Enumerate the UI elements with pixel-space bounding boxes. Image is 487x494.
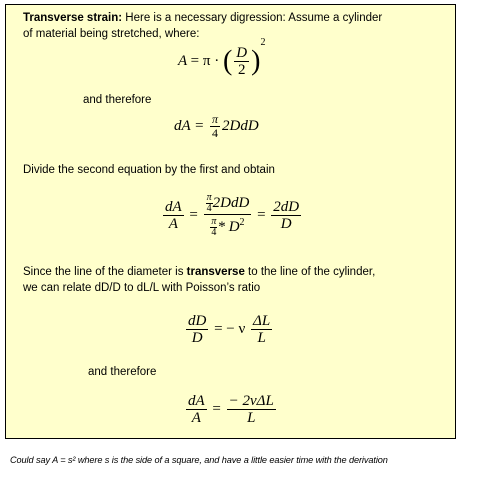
eq4-lhs-num: dD (188, 313, 207, 329)
eq4-lhs (186, 313, 208, 346)
eq3-lhs (163, 199, 184, 232)
and-therefore-1: and therefore (83, 94, 152, 106)
eq3-lhs-den: A (163, 215, 184, 232)
eq1-lhs: A (178, 52, 187, 69)
and-therefore-2: and therefore (88, 366, 157, 378)
derivation-panel (5, 4, 456, 439)
eq1-fraction (234, 45, 249, 78)
eq3-mid-num-coef-den: 4 (206, 203, 212, 214)
eq3-mid-den-exp: 2 (239, 217, 245, 228)
eq3-lhs-num: dA (165, 199, 182, 216)
area-equation: A = π · ( $\frac{D}{2}$ )$^2$ (178, 36, 266, 78)
eq5-rhs (227, 393, 276, 426)
intro-bold-label: Transverse strain: (23, 12, 123, 24)
eq2-rhs: 2DdD (222, 117, 259, 134)
eq3-rhs-num: 2dD (273, 199, 300, 216)
intro-line-1 (23, 11, 382, 25)
eq4-rhs-den: L (251, 329, 272, 346)
eq3-mid-num (204, 193, 252, 214)
eq3-mid-num-coef-num: π (206, 192, 212, 203)
eq3-rhs (271, 199, 301, 232)
since-post: to the line of the cylinder, (244, 266, 376, 278)
ratio-equation: $\frac{dA}{A}$ = $\frac{\pi}{4}$ 2DdD $\frac{\pi}{4}$ * $D^2$ = $\frac{2dD}{D}$ (165, 192, 300, 239)
area-differential-equation (174, 113, 259, 140)
eq5-rhs-den: L (227, 409, 276, 426)
eq4-rhs (251, 313, 272, 346)
since-line (23, 265, 375, 279)
eq2-coef-den: 4 (210, 126, 220, 140)
intro-line-2: of material being stretched, where: (23, 28, 200, 40)
eq3-mid-den (204, 214, 252, 238)
eq3-mid (204, 193, 252, 238)
eq5-lhs-num: dA (188, 393, 205, 409)
eq1-rhs-pre: = π · (190, 52, 220, 69)
eq3-mid-den-coef-den: 4 (211, 227, 217, 239)
eq3-mid-den-rest: * D (217, 219, 240, 235)
eq3-mid-den-coef-num: π (211, 216, 217, 228)
eq4-rhs-pre: = − ν (214, 320, 246, 337)
since-bold: transverse (186, 266, 245, 278)
eq3-rhs-den: D (271, 215, 301, 232)
since-pre: Since the line of the diameter is (23, 266, 187, 278)
poisson-equation (184, 313, 274, 346)
intro-text-1: Here is a necessary digression: Assume a cylinder (122, 12, 383, 24)
eq2-coef-num: π (212, 112, 219, 126)
eq4-rhs-num: ΔL (253, 313, 271, 329)
eq5-rhs-num: − 2νΔL (228, 393, 274, 409)
area-strain-equation: $\frac{dA}{A}$ = $\frac{\text{− 2νΔL}}{L}$ (188, 393, 274, 426)
eq4-lhs-den: D (186, 329, 208, 346)
caption-note: Could say A = s² where s is the side of a square, and have a little easier time with the derivation (10, 455, 388, 465)
divide-text: Divide the second equation by the first and obtain (23, 164, 275, 176)
eq3-mid-num-rest: 2DdD (212, 194, 250, 211)
eq1-exp: 2 (260, 36, 266, 48)
eq2-lhs: dA = (174, 117, 205, 134)
eq1-den: 2 (234, 61, 249, 78)
eq5-lhs (186, 393, 207, 426)
eq5-lhs-den: A (186, 409, 207, 426)
relate-text: we can relate dD/D to dL/L with Poisson’s ratio (23, 282, 261, 294)
eq1-num: D (236, 45, 248, 61)
eq2-coef (210, 113, 220, 140)
